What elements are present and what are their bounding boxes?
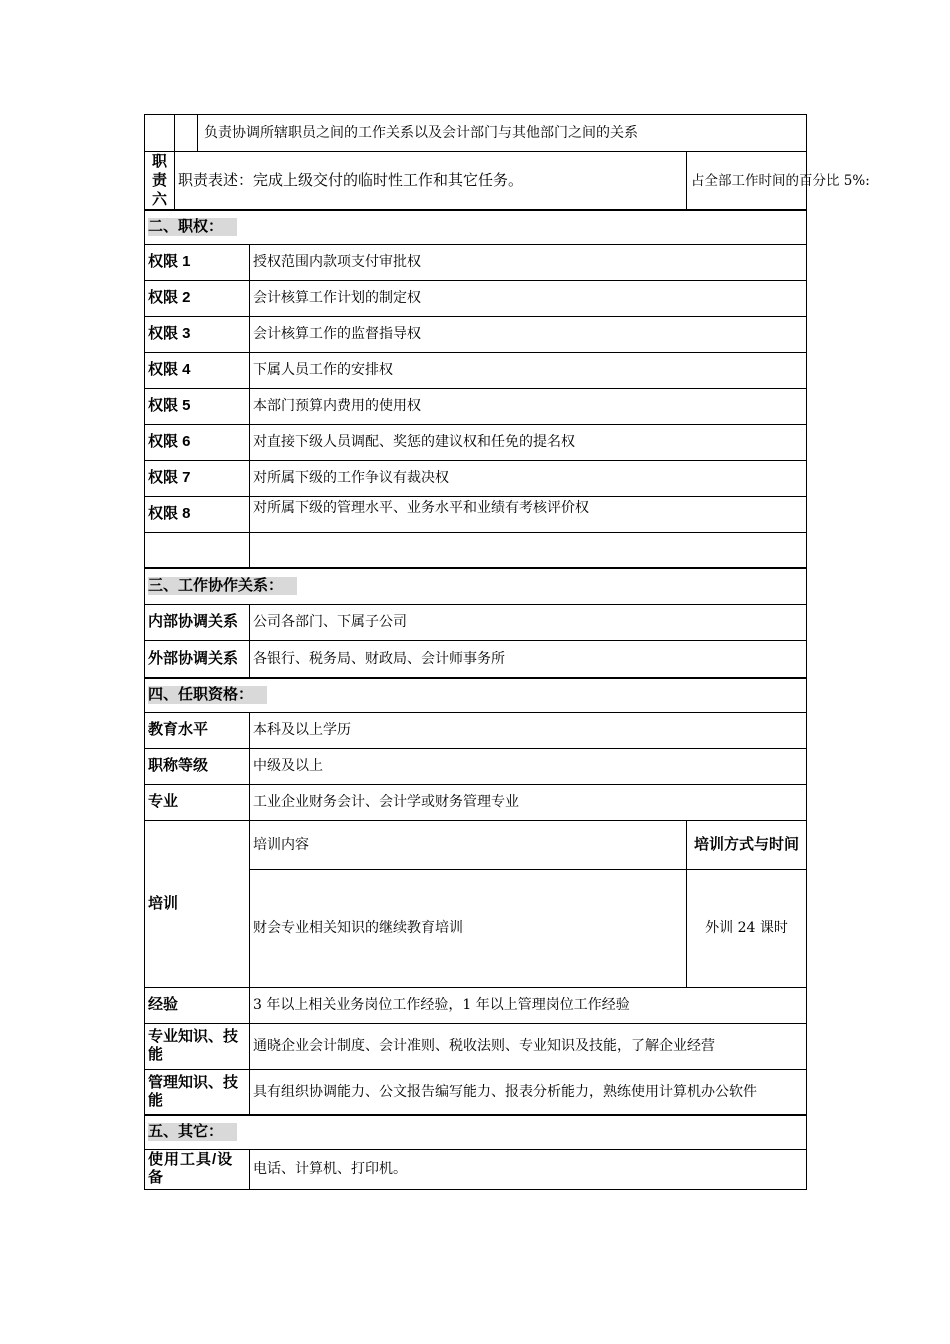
permission-blank-text bbox=[250, 532, 807, 568]
experience-label: 经验 bbox=[145, 987, 250, 1023]
duty6-label-text: 职责六 bbox=[151, 153, 167, 208]
permission-text: 会计核算工作的监督指导权 bbox=[250, 316, 807, 352]
job-description-table-container bbox=[144, 114, 870, 1190]
pro-skill-value: 通晓企业会计制度、会计准则、税收法则、专业知识及技能，了解企业经营 bbox=[250, 1023, 807, 1069]
experience-row bbox=[145, 987, 807, 1023]
permission-text: 本部门预算内费用的使用权 bbox=[250, 388, 807, 424]
permission-text: 对所属下级的管理水平、业务水平和业绩有考核评价权 bbox=[250, 496, 807, 532]
permission-label: 权限 2 bbox=[145, 280, 250, 316]
permission-label: 权限 4 bbox=[145, 352, 250, 388]
training-content: 财会专业相关知识的继续教育培训 bbox=[250, 869, 687, 987]
section3-header bbox=[145, 568, 807, 604]
experience-value: 3 年以上相关业务岗位工作经验，1 年以上管理岗位工作经验 bbox=[250, 987, 807, 1023]
permission-label: 权限 8 bbox=[145, 496, 250, 532]
job-description-table bbox=[144, 114, 870, 1190]
training-method-header: 培训方式与时间 bbox=[687, 820, 807, 869]
rank-value: 中级及以上 bbox=[250, 748, 807, 784]
permission-label: 权限 1 bbox=[145, 244, 250, 280]
mgmt-skill-label: 管理知识、技能 bbox=[145, 1069, 250, 1115]
rank-label: 职称等级 bbox=[145, 748, 250, 784]
tools-label: 使用工具/设备 bbox=[145, 1149, 250, 1189]
mgmt-skill-row bbox=[145, 1069, 807, 1115]
major-value: 工业企业财务会计、会计学或财务管理专业 bbox=[250, 784, 807, 820]
major-label: 专业 bbox=[145, 784, 250, 820]
mgmt-skill-value: 具有组织协调能力、公文报告编写能力、报表分析能力，熟练使用计算机办公软件 bbox=[250, 1069, 807, 1115]
permission-label: 权限 7 bbox=[145, 460, 250, 496]
tools-row bbox=[145, 1149, 807, 1189]
rank-row bbox=[145, 748, 807, 784]
permission-label: 权限 3 bbox=[145, 316, 250, 352]
permission-text: 授权范围内款项支付审批权 bbox=[250, 244, 807, 280]
section3-title: 三、工作协作关系： bbox=[148, 577, 297, 595]
duty6-percent-text: 占全部工作时间的百分比 5%: bbox=[691, 172, 870, 189]
education-value: 本科及以上学历 bbox=[250, 712, 807, 748]
duty-tail-row bbox=[145, 115, 807, 152]
training-label: 培训 bbox=[145, 820, 250, 987]
permission-blank-row bbox=[145, 532, 807, 568]
permission-row bbox=[145, 496, 807, 532]
duty6-percent bbox=[687, 152, 870, 211]
duty-tail-inner-divider bbox=[175, 115, 198, 151]
internal-coordination-label: 内部协调关系 bbox=[145, 604, 250, 640]
permission-text: 下属人员工作的安排权 bbox=[250, 352, 807, 388]
external-coordination-value: 各银行、税务局、财政局、会计师事务所 bbox=[250, 640, 807, 678]
training-content-header: 培训内容 bbox=[250, 820, 687, 869]
internal-coordination-value: 公司各部门、下属子公司 bbox=[250, 604, 807, 640]
internal-coordination-row bbox=[145, 604, 807, 640]
duty6-description bbox=[175, 152, 687, 211]
permission-row bbox=[145, 388, 807, 424]
permission-blank-label bbox=[145, 532, 250, 568]
permission-row bbox=[145, 424, 807, 460]
training-header-row bbox=[145, 820, 807, 869]
duty-tail-blank-cell bbox=[145, 115, 175, 152]
permission-label: 权限 6 bbox=[145, 424, 250, 460]
duty6-row bbox=[145, 152, 807, 211]
permission-row bbox=[145, 352, 807, 388]
permission-row bbox=[145, 280, 807, 316]
education-row bbox=[145, 712, 807, 748]
pro-skill-label: 专业知识、技能 bbox=[145, 1023, 250, 1069]
permission-text: 对直接下级人员调配、奖惩的建议权和任免的提名权 bbox=[250, 424, 807, 460]
duty-tail-text: 负责协调所辖职员之间的工作关系以及会计部门与其他部门之间的关系 bbox=[204, 125, 638, 141]
education-label: 教育水平 bbox=[145, 712, 250, 748]
permission-label: 权限 5 bbox=[145, 388, 250, 424]
section5-header bbox=[145, 1115, 807, 1149]
duty-tail-cell bbox=[175, 115, 807, 152]
tools-value: 电话、计算机、打印机。 bbox=[250, 1149, 807, 1189]
external-coordination-label: 外部协调关系 bbox=[145, 640, 250, 678]
section2-title: 二、职权： bbox=[148, 218, 237, 236]
major-row bbox=[145, 784, 807, 820]
section4-header bbox=[145, 678, 807, 712]
section4-header-row bbox=[145, 678, 807, 712]
external-coordination-row bbox=[145, 640, 807, 678]
permission-row bbox=[145, 460, 807, 496]
duty6-description-text: 职责表述：完成上级交付的临时性工作和其它任务。 bbox=[178, 171, 524, 189]
duty6-label bbox=[145, 152, 175, 211]
section3-header-row bbox=[145, 568, 807, 604]
permission-row bbox=[145, 244, 807, 280]
section2-header-row bbox=[145, 210, 807, 244]
training-method: 外训 24 课时 bbox=[687, 869, 807, 987]
permission-text: 会计核算工作计划的制定权 bbox=[250, 280, 807, 316]
pro-skill-row bbox=[145, 1023, 807, 1069]
permission-row bbox=[145, 316, 807, 352]
section5-header-row bbox=[145, 1115, 807, 1149]
permission-text: 对所属下级的工作争议有裁决权 bbox=[250, 460, 807, 496]
section5-title: 五、其它： bbox=[148, 1123, 237, 1141]
section2-header bbox=[145, 210, 807, 244]
section4-title: 四、任职资格： bbox=[148, 686, 267, 704]
